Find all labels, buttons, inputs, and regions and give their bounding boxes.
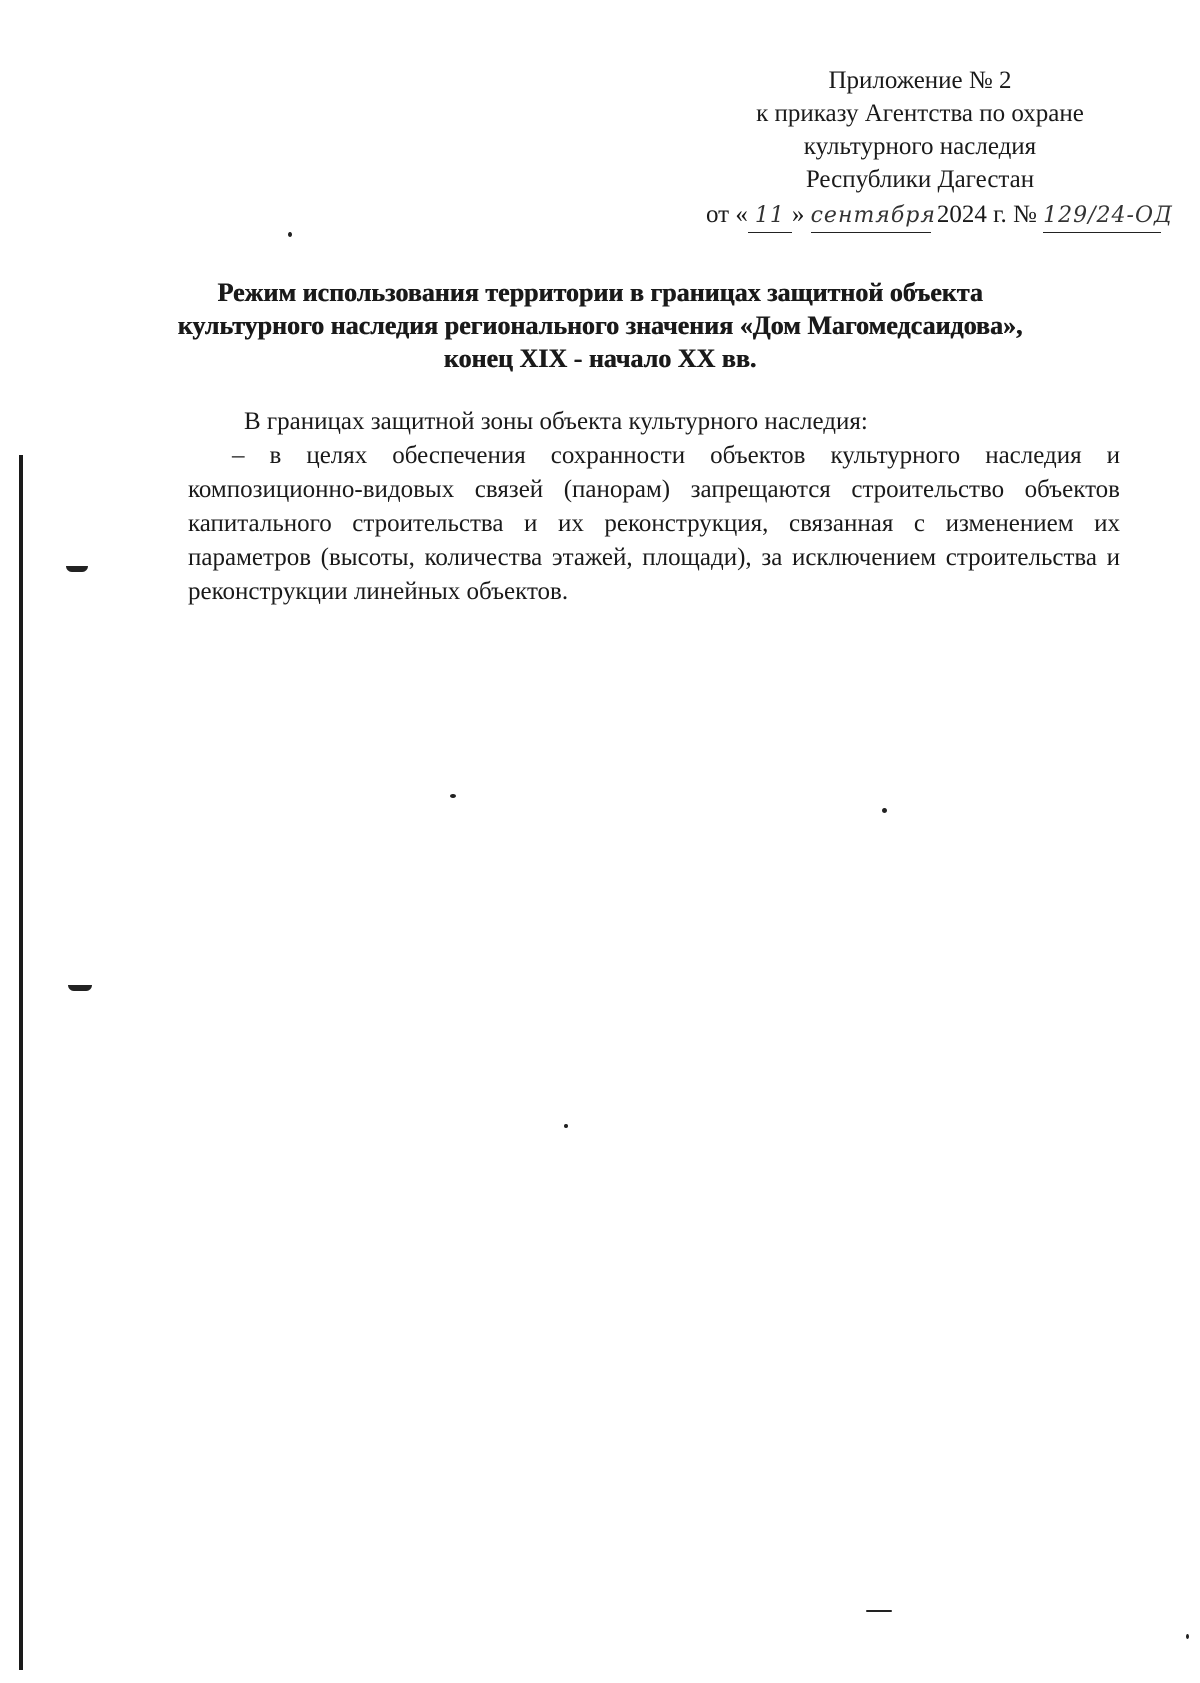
order-date-line <box>706 198 1173 233</box>
order-reference-line: к приказу Агентства по охране <box>756 100 1084 127</box>
scan-mark <box>564 1124 568 1128</box>
title-line: конец XIX - начало XX вв. <box>443 344 757 373</box>
scan-mark <box>866 1610 892 1612</box>
document-body <box>188 405 1120 609</box>
restriction-paragraph: – в целях обеспечения сохранности объектов культурного наследия и композиционно-видовых связей (панорам) запрещаются строительство объектов капитального строительства и их реконструкция, связанная с изменением их параметров (высоты, количества этажей, площади), за исключением строительства и реконструкции линейных объектов. <box>188 442 1120 605</box>
scan-mark <box>66 566 88 572</box>
scan-mark <box>288 232 292 237</box>
number-prefix: № <box>1013 201 1037 228</box>
order-reference-line: Республики Дагестан <box>805 166 1035 193</box>
appendix-number: Приложение № 2 <box>828 67 1012 94</box>
scan-mark <box>450 794 456 798</box>
date-prefix: от « <box>706 201 748 228</box>
order-reference-line: культурного наследия <box>803 133 1037 160</box>
handwritten-month: сентября <box>811 199 931 233</box>
document-title <box>130 276 1070 375</box>
handwritten-day: 11 <box>748 199 792 233</box>
title-line: Режим использования территории в границах защитной объекта <box>217 278 983 307</box>
scan-edge-line <box>19 455 23 1670</box>
date-quote-close: » <box>791 201 805 228</box>
scan-mark <box>1186 1634 1189 1639</box>
title-line: культурного наследия регионального значения «Дом Магомедсаидова», <box>177 311 1023 340</box>
scan-mark <box>68 985 92 991</box>
appendix-header <box>700 64 1140 196</box>
date-year: 2024 г. <box>936 201 1007 228</box>
intro-line: В границах защитной зоны объекта культурного наследия: <box>244 408 868 435</box>
handwritten-order-number: 129/24-ОД <box>1043 199 1161 233</box>
scan-mark <box>882 808 887 813</box>
